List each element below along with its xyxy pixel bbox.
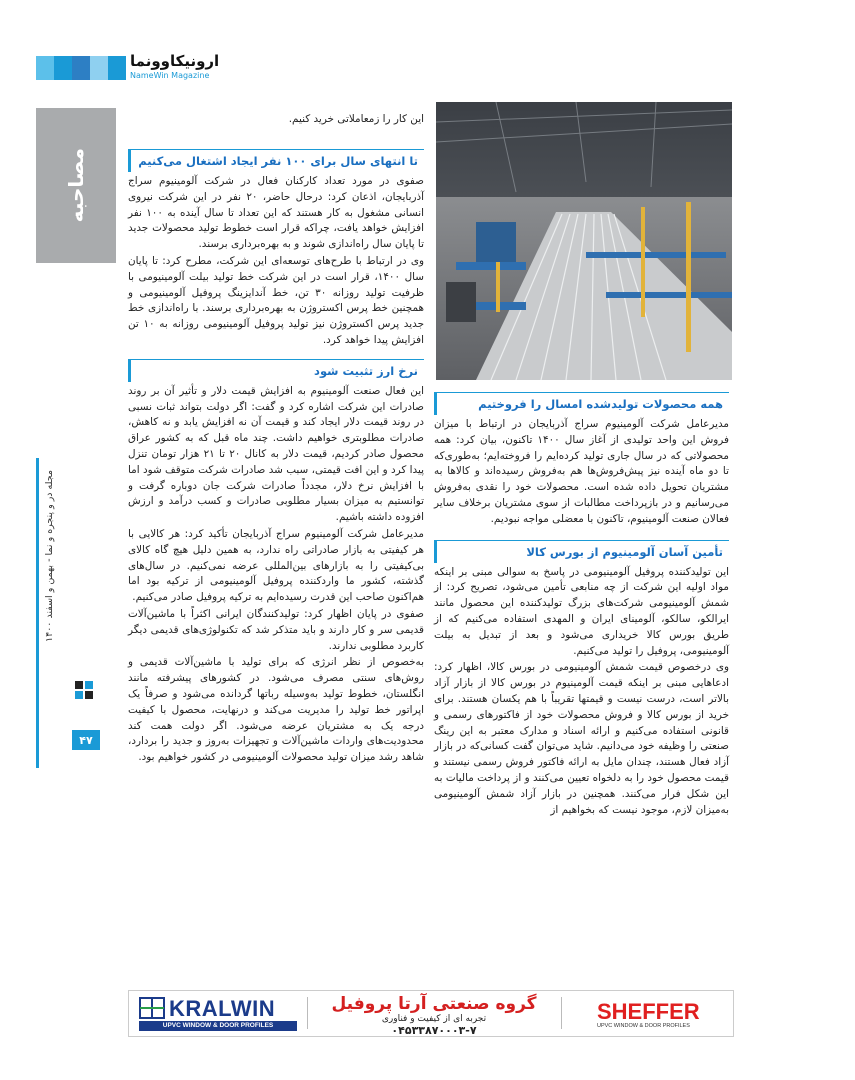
paragraph: به‌خصوص از نظر انرژی که برای تولید با ماشین‌آلات قدیمی و روش‌های سنتی مصرف می‌شود. در کشورهای پیشرفته مانند انگلستان، خطوط تولید به‌وسیله رباتها گردانده می‌شود و صرفاً یک اپراتور خط تولید را مدیریت می‌کند و درنهایت، محصول با کیفیت درجه یک به مشتریان عرضه می‌شود. اگر دولت همت کند محدودیت‌های واردات ماشین‌آلات و تجهیزات به‌روز و جدید را بردارد، شاهد رشد میزان تولید محصولات آلومینیومی در کشور خواهیم بود. xyxy=(128,656,424,764)
column-right xyxy=(434,386,729,819)
section-heading: نرخ ارز تثبیت شود xyxy=(128,359,424,382)
column-left xyxy=(128,143,424,767)
paragraph: وی درخصوص قیمت شمش آلومینیومی در بورس کالا، اظهار کرد: ادعاهایی مبنی بر اینکه قیمت آلومینیوم در بورس کالا از بازار آزاد بالاتر است، درست نیست و قیمتها تقریباً با هم یکسان هستند. برای خرید از بورس کالا و فروش محصولات خود از فاکتورهای رسمی و قانونی استفاده می‌کنیم و ارائه اسناد و مدارک معتبر به این رینگ صنعتی را وظیفه خود می‌دانیم. شاید می‌توان گفت کسانی‌که در بازار آزاد فعال هستند، چندان مایل به ارائه فاکتور فروش رسمی نیستند و قیمت محصول خود را به دلخواه تعیین می‌کنند و از پرداخت مالیات به این شکل فرار می‌کنند. همچنین در بازار آزاد شمش آلومینیومی به‌میزان لازم، موجود نیست که بخواهیم از xyxy=(434,661,729,816)
paragraph: صفوی در پایان اظهار کرد: تولیدکنندگان ایرانی اکثراً با ماشین‌آلات قدیمی سر و کار دارند و باید متذکر شد که تکنولوژی‌های قدیمی دیگر کاربرد مطلوبی ندارند. xyxy=(128,607,424,652)
arta-title: گروه صنعتی آرتا پروفیل xyxy=(331,994,537,1014)
paragraph: وی در ارتباط با طرح‌های توسعه‌ای این شرکت، مطرح کرد: تا پایان سال ۱۴۰۰، قرار است در این شرکت خط تولید بیلت آلومینیومی با ظرفیت تولید روزانه ۳۰ تن، خط آندایزینگ پروفیل آلومینیومی و همچنین خط پرس اکستروژن به بهره‌برداری برسند. با راه‌اندازی خط جدید پرس اکستروژن نیز تولید پروفیل آلومینیومی روزانه به ۱۰ تن افزایش پیدا خواهد کرد. xyxy=(128,254,424,346)
paragraph: این فعال صنعت آلومینیوم به افزایش قیمت دلار و تأثیر آن بر روند صادرات این شرکت اشاره کرد و گفت: اگر دولت بتواند ثبات نسبی در روند قیمت دلار ایجاد کند و قیمت آن نه افزایش یابد و نه کاهش، صادرات مطلوبتری خواهیم داشت. چند ماه قبل که به کشور عراق محصول صادر کردیم، قیمت دلار به کانال ۲۰ تا ۲۱ هزار تومان تنزل پیدا کرد و این افت قیمتی، سبب شد صادرات شرکت متوقف شود اما با افزایش نرخ دلار، مجدداً صادرات شرکت جان دوباره گرفت و توانستیم به میزان بسیار مطلوبی صادرات و کسب درآمد و ارزش افزوده داشته باشیم. xyxy=(128,384,424,524)
logo-block-1 xyxy=(36,56,54,80)
page-number: ۴۷ xyxy=(72,730,100,750)
section-heading: تأمین آسان آلومینیوم از بورس کالا xyxy=(434,540,729,563)
sheffer-name: SHEFFER xyxy=(597,999,700,1024)
kralwin-logo xyxy=(139,996,299,1032)
logo-block-2 xyxy=(54,56,72,80)
paragraph: صفوی در مورد تعداد کارکنان فعال در شرکت آلومینیوم سراج آذربایجان، اذعان کرد: درحال حاضر، ۲۰ نفر در این شرکت نیروی انسانی مشغول به کار هستند که این تعداد تا سال آینده به ۱۰۰ نفر افزایش خواهد یافت، چراکه قرار است خطوط تولید محصولات جدید تا پایان سال راه‌اندازی شوند و به بهره‌برداری برسند. xyxy=(128,175,425,251)
logo-block-3 xyxy=(72,56,90,80)
section-heading: همه محصولات تولیدشده امسال را فروختیم xyxy=(434,392,729,415)
issue-info xyxy=(44,470,64,730)
arta-phone: ۰۴۵۳۳۸۷۰۰۰۳-۷ xyxy=(391,1024,477,1037)
footer-advertisement[interactable] xyxy=(128,990,734,1037)
issue-label: مجله در و پنجره و نما - بهمن و اسفند ۱۴۰۰ xyxy=(44,470,55,642)
window-frame-icon xyxy=(139,997,165,1019)
arta-slogan: تجربه ای از کیفیت و فناوری xyxy=(381,1014,487,1024)
kralwin-tagline: UPVC WINDOW & DOOR PROFILES xyxy=(139,1021,297,1031)
magazine-subtitle: NameWin Magazine xyxy=(130,71,210,80)
logo-block-4 xyxy=(90,56,108,80)
sidebar-accent-line xyxy=(36,458,39,768)
logo-block-5 xyxy=(108,56,126,80)
logo-mark xyxy=(36,56,126,80)
section-label: مصاحبه xyxy=(64,148,88,223)
intro-text: این کار را زمعاملاتی خرید کنیم. xyxy=(288,113,424,125)
magazine-title: ارونیکاو‌ونما xyxy=(130,52,220,70)
section-heading: تا انتهای سال برای ۱۰۰ نفر ایجاد اشتغال می‌کنیم xyxy=(128,149,424,172)
paragraph: این تولیدکننده پروفیل آلومینیومی در پاسخ به سوالی مبنی بر اینکه مواد اولیه این شرکت از چه منابعی تأمین می‌شود، تصریح کرد: از شمش آلومینیومی شرکت‌های بزرگ تولیدکننده این محصول مانند ایرالکو، سالکو، آلومینای ایران و المهدی استفاده می‌کنیم که از طریق بورس کالا خریداری می‌شود و بعد از تبدیل به بیلت آلومینیومی، پروفیل را تولید می‌کنیم. xyxy=(434,565,729,657)
section-tab xyxy=(36,108,116,263)
kralwin-name: KRALWIN xyxy=(169,996,276,1021)
sheffer-logo xyxy=(597,997,717,1029)
factory-photo xyxy=(436,102,732,380)
ad-divider xyxy=(561,997,562,1029)
paragraph: مدیرعامل شرکت آلومینیوم سراج آذربایجان در ارتباط با میزان فروش این واحد تولیدی از آغاز سال ۱۴۰۰ تاکنون، بیان کرد: همه محصولاتی که در سال جاری تولید کرده‌ایم را فروخته‌ایم؛ به‌طوری‌که تا دو ماه آینده نیز پیش‌فروش‌ها هم به‌فروش رسیده‌اند و کالاها به مشتریان تحویل داده شده است. محصولات خود را نقدی به‌فروش می‌رسانیم و در بازپرداخت مطالبات از سوی مشتریان برخلاف سایر فعالان صنعت آلومینیوم، تاکنون با معضلی مواجه نبودیم. xyxy=(434,418,729,525)
article-intro-line xyxy=(128,112,424,129)
arta-profile-block xyxy=(314,994,554,1037)
grid-logo-icon xyxy=(74,680,94,700)
paragraph: مدیرعامل شرکت آلومینیوم سراج آذربایجان تأکید کرد: هر کالایی با هر کیفیتی به بازار صادراتی راه ندارد، به همین دلیل هیچ گاه کالای بی‌کیفیتی را به بازارهای بین‌المللی عرضه نمی‌کنیم. در سال‌های گذشته، کشور ما واردکننده پروفیل آلومینیومی از ترکیه بود اما هم‌اکنون صاحب این قدرت رسیده‌ایم به ترکیه پروفیل صادر می‌کنیم. xyxy=(128,527,424,604)
sheffer-tagline: UPVC WINDOW & DOOR PROFILES xyxy=(597,1023,690,1029)
ad-divider xyxy=(307,997,308,1029)
